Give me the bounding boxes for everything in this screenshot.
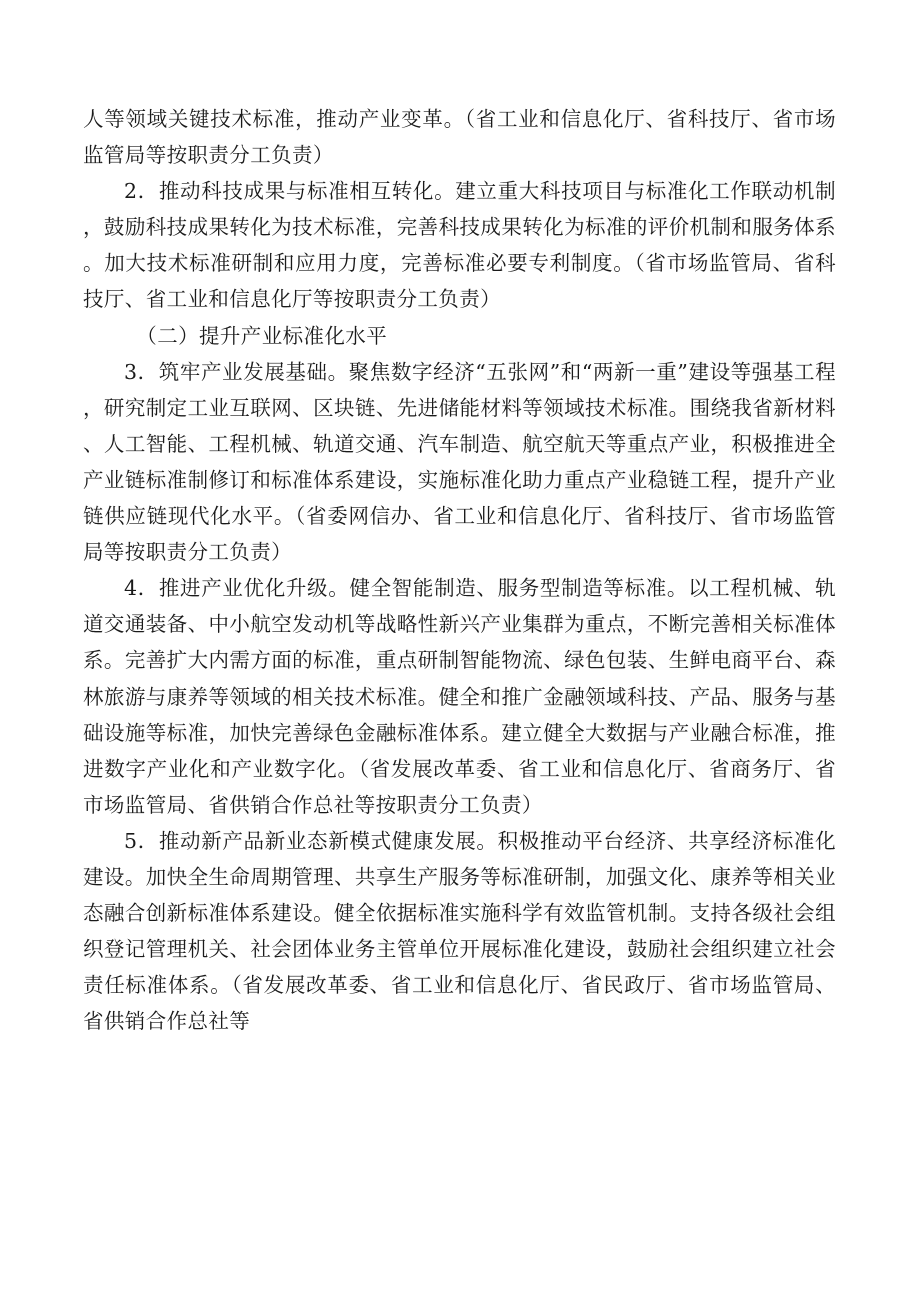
paragraph-item-2: 2．推动科技成果与标准相互转化。建立重大科技项目与标准化工作联动机制，鼓励科技成果转化为技术标准，完善科技成果转化为标准的评价机制和服务体系。加大技术标准研制和应用力度，完善标准必要专利制度。（省市场监管局、省科技厅、省工业和信息化厅等按职责分工负责） bbox=[83, 179, 836, 312]
paragraph-continuation: 人等领域关键技术标准，推动产业变革。（省工业和信息化厅、省科技厅、省市场监管局等按职责分工负责） bbox=[83, 107, 836, 168]
paragraph-item-4: 4．推进产业优化升级。健全智能制造、服务型制造等标准。以工程机械、轨道交通装备、中小航空发动机等战略性新兴产业集群为重点，不断完善相关标准体系。完善扩大内需方面的标准，重点研制智能物流、绿色包装、生鲜电商平台、森林旅游与康养等领域的相关技术标准。健全和推广金融领域科技、产品、服务与基础设施等标准，加快完善绿色金融标准体系。建立健全大数据与产业融合标准，推进数字产业化和产业数字化。（省发展改革委、省工业和信息化厅、省商务厅、省市场监管局、省供销合作总社等按职责分工负责） bbox=[83, 576, 836, 817]
paragraph-item-5: 5．推动新产品新业态新模式健康发展。积极推动平台经济、共享经济标准化建设。加快全生命周期管理、共享生产服务等标准研制，加强文化、康养等相关业态融合创新标准体系建设。健全依据标准实施科学有效监管机制。支持各级社会组织登记管理机关、社会团体业务主管单位开展标准化建设，鼓励社会组织建立社会责任标准体系。（省发展改革委、省工业和信息化厅、省民政厅、省市场监管局、省供销合作总社等 bbox=[83, 828, 836, 1034]
document-body bbox=[83, 101, 836, 1039]
paragraph-item-3: 3．筑牢产业发展基础。聚焦数字经济“五张网”和“两新一重”建设等强基工程，研究制定工业互联网、区块链、先进储能材料等领域技术标准。围绕我省新材料、人工智能、工程机械、轨道交通、汽车制造、航空航天等重点产业，积极推进全产业链标准制修订和标准体系建设，实施标准化助力重点产业稳链工程，提升产业链供应链现代化水平。（省委网信办、省工业和信息化厅、省科技厅、省市场监管局等按职责分工负责） bbox=[83, 359, 836, 565]
section-heading: （二）提升产业标准化水平 bbox=[136, 323, 388, 348]
